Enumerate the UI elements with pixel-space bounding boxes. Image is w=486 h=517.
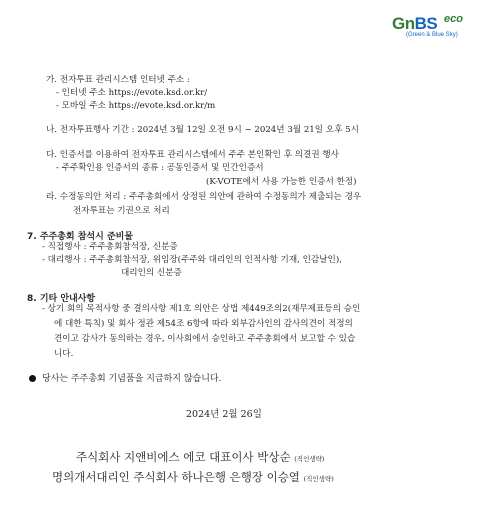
direct-exercise: - 직접행사 : 주주총회참석장, 신분증 <box>42 242 178 252</box>
voting-period: 나. 전자투표행사 기간 : 2024년 3월 12일 오전 9시 ~ 2024년 3월 21일 오후 5시 <box>46 125 359 135</box>
proxy-exercise-line1: - 대리행사 : 주주총회참석장, 위임장(주주와 대리인의 인적사항 기재, 인감날인), <box>42 255 342 265</box>
company-logo <box>384 6 472 42</box>
agent-seal-note: (직인생략) <box>303 475 334 483</box>
souvenir-notice <box>29 374 222 385</box>
section-ga-title: 가. 전자투표 관리시스템 인터넷 주소 : <box>46 75 190 85</box>
mobile-address: - 모바일 주소 https://evote.ksd.or.kr/m <box>56 101 216 111</box>
internet-address: - 인터넷 주소 https://evote.ksd.or.kr/ <box>56 88 208 98</box>
logo-wordmark: GnBS <box>392 14 438 33</box>
section8-line4: 니다. <box>54 349 74 359</box>
section8-heading: 8. 기타 안내사항 <box>27 294 96 304</box>
logo-tagline: (Green & Blue Sky) <box>406 32 458 38</box>
section8-line2: 에 대한 특칙) 및 회사 정관 제54조 6항에 따라 외부감사인의 감사의견이 적정의 <box>54 319 353 329</box>
section-ra-line2: 전자투표는 기권으로 처리 <box>73 206 170 216</box>
agent-signature <box>52 469 334 485</box>
section8-line1: - 상기 회의 목적사항 중 결의사항 제1호 의안은 상법 제449조의2(재무제표등의 승인 <box>42 304 361 314</box>
section-da-line1: 다. 인증서를 이용하여 전자투표 관리시스템에서 주주 본인확인 후 의결권 행사 <box>46 150 339 160</box>
company-signature-text: 주식회사 지앤비에스 에코 대표이사 박상순 <box>76 450 291 464</box>
section8-line3: 견이고 감사가 동의하는 경우, 이사회에서 승인하고 주주총회에서 보고할 수 있습 <box>54 334 356 344</box>
section7-heading: 7. 주주총회 참석시 준비물 <box>27 232 134 242</box>
section-da-line2: - 주주확인용 인증서의 종류 : 공동인증서 및 민간인증서 <box>56 163 264 173</box>
bullet-icon <box>29 375 36 382</box>
logo-eco: eco <box>444 13 463 25</box>
section-da-line3: (K-VOTE에서 사용 가능한 인증서 한정) <box>206 177 357 187</box>
section-ra-line1: 라. 수정동의안 처리 : 주주총회에서 상정된 의안에 관하여 수정동의가 제출되는 경우 <box>46 192 362 202</box>
company-seal-note: (직인생략) <box>294 455 325 463</box>
souvenir-notice-text: 당사는 주주총회 기념품을 지급하지 않습니다. <box>42 374 222 384</box>
agent-signature-text: 명의개서대리인 주식회사 하나은행 은행장 이승열 <box>52 470 300 484</box>
company-signature <box>76 449 324 465</box>
document-date: 2024년 2월 26일 <box>186 409 262 420</box>
proxy-exercise-line2: 대리인의 신분증 <box>121 268 182 278</box>
